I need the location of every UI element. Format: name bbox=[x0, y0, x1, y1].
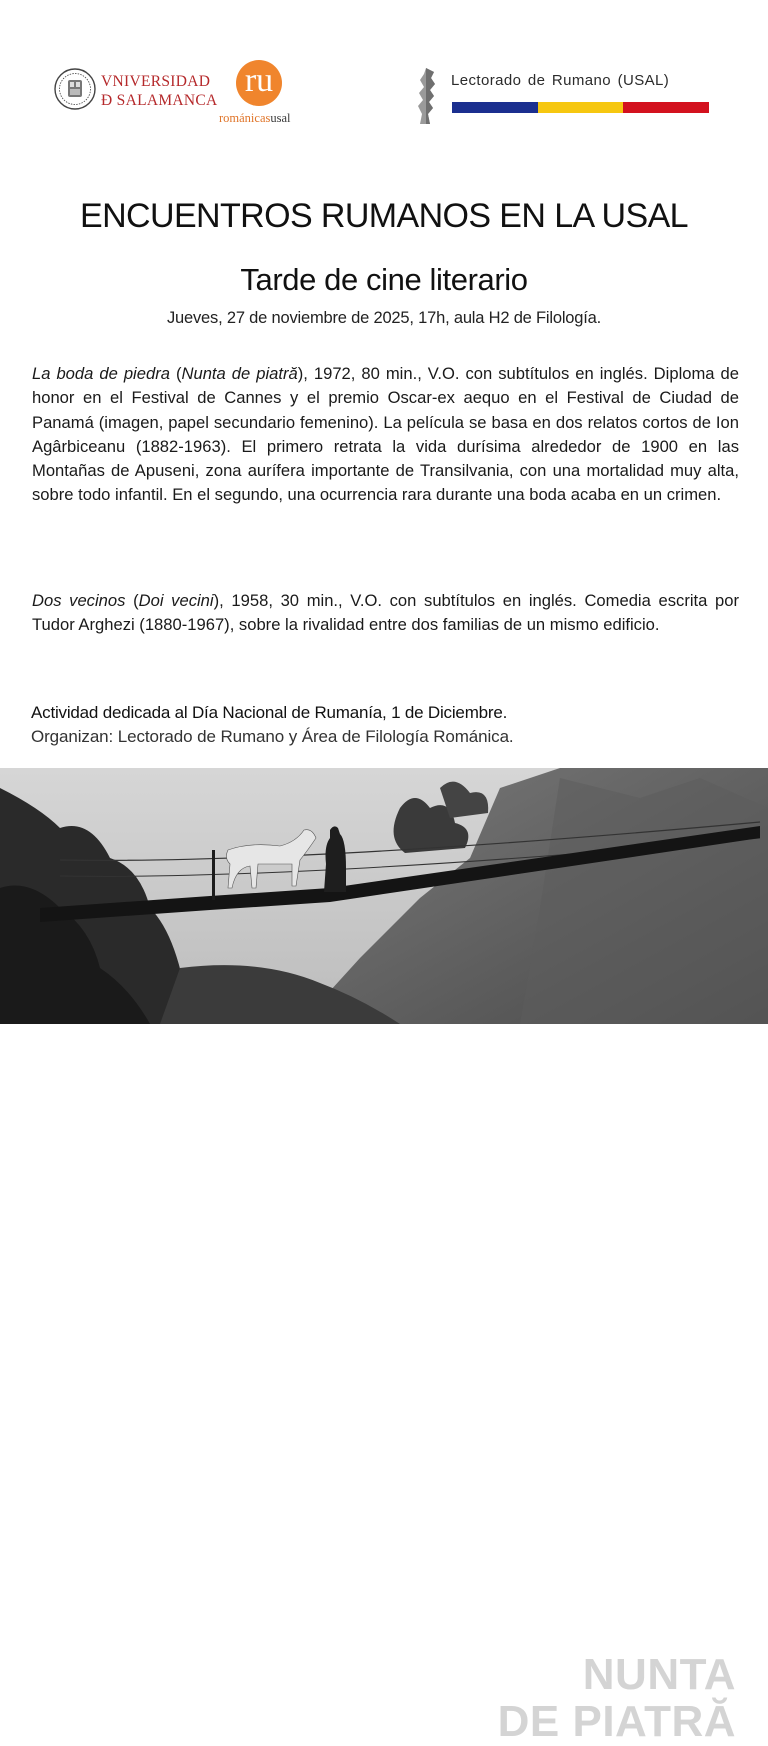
romanicas-usal-logo bbox=[219, 60, 309, 128]
university-seal-icon bbox=[54, 68, 96, 110]
lectorado-label: Lectorado de Rumano (USAL) bbox=[451, 72, 670, 89]
film-1-title: La boda de piedra bbox=[32, 364, 170, 383]
film-still-title-line1: NUNTA bbox=[582, 1650, 736, 1699]
film-2-title: Dos vecinos bbox=[32, 591, 126, 610]
lectorado-logo bbox=[412, 66, 712, 128]
film-2-details: , 1958, 30 min., V.O. con subtítulos en inglés. Comedia escrita por Tudor Arghezi (1880-1967), sobre la rivalidad entre dos familias de un mismo edificio. bbox=[32, 591, 740, 635]
film-still-image bbox=[0, 768, 768, 1746]
film-description-1: La boda de piedra (Nunta de piatră), 1972, 80 min., V.O. con subtítulos en inglés. Diploma de honor en el Festival de Cannes y el premio Oscar-ex aequo en el Festival de Ciudad de Panamá (imagen, papel secundario femenino). La película se basa en dos relatos cortos de Ion Agârbiceanu (1882-1963). El primero retrata la vida durísima alrededor de 1900 en las Montañas de Apuseni, zona aurífera importante de Transilvania, con una mortalidad muy alta, sobre todo infantil. En el segundo, una ocurrencia rara durante una boda acaba en un crimen. bbox=[32, 364, 739, 505]
film-2-original-title: Doi vecini bbox=[138, 591, 214, 610]
romanicas-caption bbox=[219, 111, 291, 126]
film-1-original-title: Nunta de piatră bbox=[181, 364, 298, 383]
organizers-note: Organizan: Lectorado de Rumano y Área de Filología Románica. bbox=[31, 727, 514, 746]
column-sculpture-icon bbox=[412, 66, 440, 126]
usal-logo bbox=[54, 68, 218, 112]
flag-blue-band bbox=[452, 102, 538, 113]
film-still-title bbox=[498, 1651, 736, 1745]
romanicas-caption-suffix: usal bbox=[270, 111, 291, 125]
university-name-line2: Ð SALAMANCA bbox=[101, 92, 218, 109]
romanian-flag-stripe bbox=[452, 102, 709, 113]
film-still-title-line2: DE PIATRĂ bbox=[497, 1697, 736, 1746]
ru-logo-icon: ru bbox=[236, 60, 282, 106]
film-1-details: , 1972, 80 min., V.O. con subtítulos en inglés. Diploma de honor en el Festival de Cannes y el premio Oscar-ex aequo en el Festival de Ciudad de Panamá (imagen, papel secundario femenino). La película se basa en dos relatos cortos de Ion Agârbiceanu (1882-1963). El primero retrata la vida durísima alrededor de 1900 en las Montañas de Apuseni, zona aurífera importante de Transilvania, con una mortalidad muy alta, sobre todo infantil. En el segundo, una ocurrencia rara durante una boda acaba en un crimen. bbox=[32, 364, 739, 505]
dedication-note: Actividad dedicada al Día Nacional de Rumanía, 1 de Diciembre. bbox=[31, 703, 508, 722]
event-title: ENCUENTROS RUMANOS EN LA USAL bbox=[80, 197, 688, 235]
event-date-place: Jueves, 27 de noviembre de 2025, 17h, aula H2 de Filología. bbox=[167, 309, 601, 327]
university-name bbox=[101, 72, 218, 110]
romanicas-caption-prefix: románicas bbox=[219, 111, 271, 125]
film-description-2: Dos vecinos (Doi vecini), 1958, 30 min., V.O. con subtítulos en inglés. Comedia escrita por Tudor Arghezi (1880-1967), sobre la rivalidad entre dos familias de un mismo edificio. bbox=[32, 591, 740, 635]
event-subtitle: Tarde de cine literario bbox=[240, 262, 528, 297]
flag-red-band bbox=[623, 102, 709, 113]
flag-yellow-band bbox=[538, 102, 624, 113]
film-still-drawing bbox=[0, 768, 768, 1024]
university-name-line1: VNIVERSIDAD bbox=[101, 73, 211, 90]
